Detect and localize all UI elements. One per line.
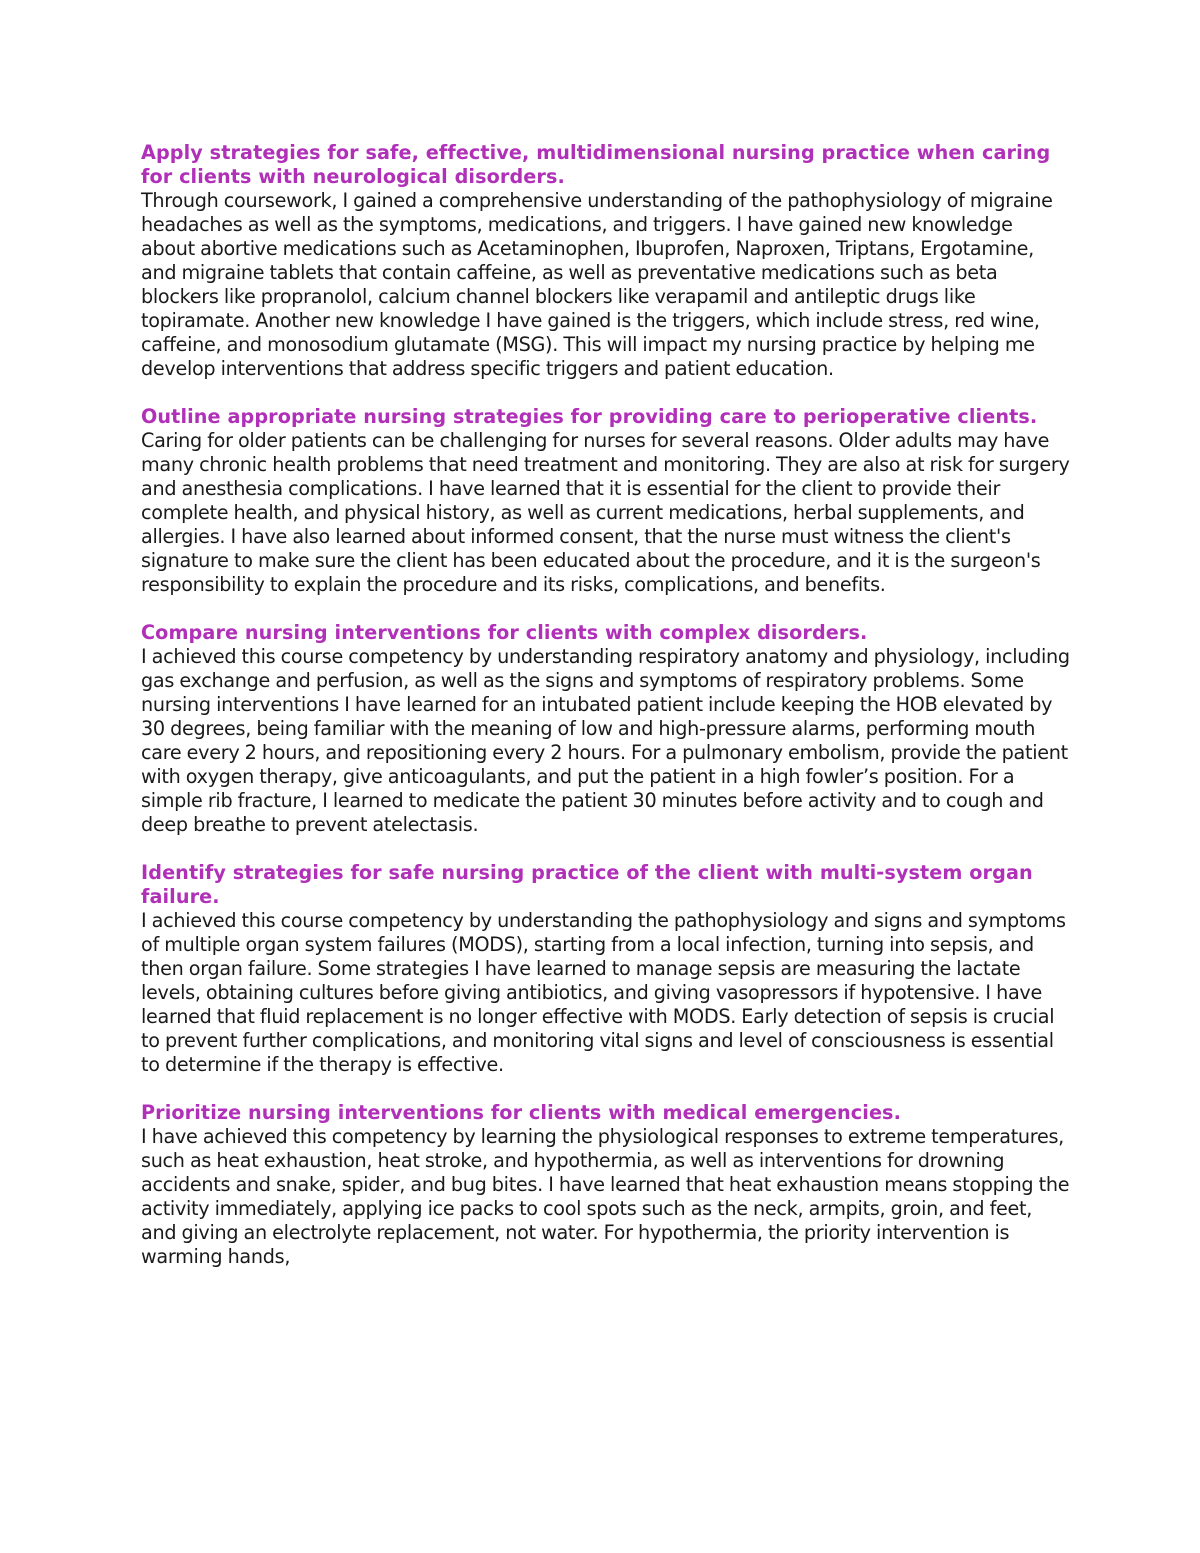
section-body: I achieved this course competency by understanding the pathophysiology and signs and symptoms of multiple organ system failures (MODS), starting from a local infection, turning into sepsis, and then organ failure. Some strategies I have learned to manage sepsis are measuring the lactate levels, obtaining cultures before giving antibiotics, and giving vasopressors if hypotensive. I have learned that fluid replacement is no longer effective with MODS. Early detection of sepsis is crucial to prevent further complications, and monitoring vital signs and level of consciousness is essential to determine if the therapy is effective. — [141, 909, 1066, 1076]
section-heading: Identify strategies for safe nursing practice of the client with multi-system organ failure. — [141, 861, 1033, 908]
section-body: I achieved this course competency by understanding respiratory anatomy and physiology, including gas exchange and perfusion, as well as the signs and symptoms of respiratory problems. Some nursing interventions I have learned for an intubated patient include keeping the HOB elevated by 30 degrees, being familiar with the meaning of low and high-pressure alarms, performing mouth care every 2 hours, and repositioning every 2 hours. For a pulmonary embolism, provide the patient with oxygen therapy, give anticoagulants, and put the patient in a high fowler’s position. For a simple rib fracture, I learned to medicate the patient 30 minutes before activity and to cough and deep breathe to prevent atelectasis. — [141, 645, 1070, 836]
section-body: I have achieved this competency by learning the physiological responses to extreme temperatures, such as heat exhaustion, heat stroke, and hypothermia, as well as interventions for drowning accidents and snake, spider, and bug bites. I have learned that heat exhaustion means stopping the activity immediately, applying ice packs to cool spots such as the neck, armpits, groin, and feet, and giving an electrolyte replacement, not water. For hypothermia, the priority intervention is warming hands, — [141, 1125, 1070, 1268]
section-heading: Compare nursing interventions for clients with complex disorders. — [141, 621, 868, 644]
section-heading: Apply strategies for safe, effective, multidimensional nursing practice when caring for clients with neurological disorders. — [141, 141, 1051, 188]
section-body: Caring for older patients can be challenging for nurses for several reasons. Older adults may have many chronic health problems that need treatment and monitoring. They are also at risk for surgery and anesthesia complications. I have learned that it is essential for the client to provide their complete health, and physical history, as well as current medications, herbal supplements, and allergies. I have also learned about informed consent, that the nurse must witness the client's signature to make sure the client has been educated about the procedure, and it is the surgeon's responsibility to explain the procedure and its risks, complications, and benefits. — [141, 429, 1070, 596]
section-heading: Prioritize nursing interventions for clients with medical emergencies. — [141, 1101, 901, 1124]
section-organ-failure — [141, 861, 1071, 1077]
section-medical-emergencies — [141, 1101, 1071, 1269]
section-heading: Outline appropriate nursing strategies for providing care to perioperative clients. — [141, 405, 1038, 428]
document-page — [141, 141, 1071, 1293]
section-body: Through coursework, I gained a comprehensive understanding of the pathophysiology of migraine headaches as well as the symptoms, medications, and triggers. I have gained new knowledge about abortive medications such as Acetaminophen, Ibuprofen, Naproxen, Triptans, Ergotamine, and migraine tablets that contain caffeine, as well as preventative medications such as beta blockers like propranolol, calcium channel blockers like verapamil and antileptic drugs like topiramate. Another new knowledge I have gained is the triggers, which include stress, red wine, caffeine, and monosodium glutamate (MSG). This will impact my nursing practice by helping me develop interventions that address specific triggers and patient education. — [141, 189, 1053, 380]
section-perioperative — [141, 405, 1071, 597]
section-neurological — [141, 141, 1071, 381]
section-complex-disorders — [141, 621, 1071, 837]
